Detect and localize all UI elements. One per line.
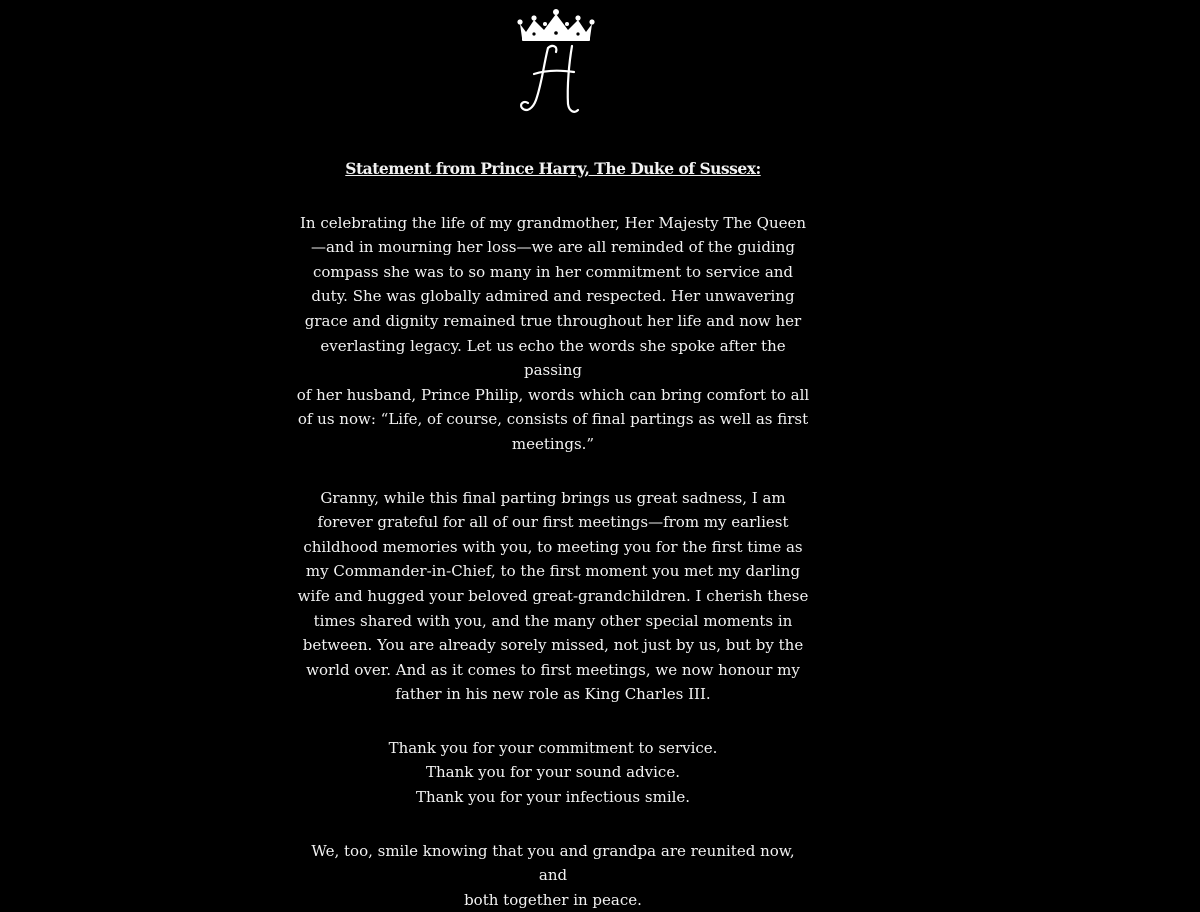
statement-line: We, too, smile knowing that you and grandpa are reunited now, and (311, 841, 795, 885)
statement-line: childhood memories with you, to meeting you for the first time as (303, 537, 803, 556)
statement-line: compass she was to so many in her commitment to service and (312, 262, 794, 281)
statement-line: world over. And as it comes to first meetings, we now honour my (306, 660, 800, 679)
statement-title: Statement from Prince Harry, The Duke of Sussex: (345, 159, 761, 178)
statement-line: between. You are already sorely missed, not just by us, but by the (302, 636, 804, 655)
statement-line: Granny, while this final parting brings us great sadness, I am (320, 488, 786, 507)
statement-line: grace and dignity remained true throughout her life and now her (304, 311, 802, 330)
statement-line: Thank you for your infectious smile. (415, 788, 691, 807)
statement-line: of her husband, Prince Philip, words which can bring comfort to all (296, 385, 810, 404)
statement-paragraph (296, 211, 810, 457)
statement-paragraph (296, 839, 810, 912)
statement-line: father in his new role as King Charles III. (395, 685, 711, 704)
statement-line: Thank you for your commitment to service. (388, 738, 718, 757)
statement-paragraph (296, 736, 810, 810)
statement-line: In celebrating the life of my grandmother, Her Majesty The Queen (299, 213, 807, 232)
statement-line: meetings.” (511, 434, 595, 453)
statement-line: forever grateful for all of our first meetings—from my earliest (317, 513, 789, 532)
statement-line: everlasting legacy. Let us echo the words she spoke after the passing (320, 336, 786, 380)
statement-paragraphs (296, 211, 810, 912)
statement-line: my Commander-in-Chief, to the first moment you met my darling (305, 562, 801, 581)
crowned-h-monogram-icon (512, 8, 600, 118)
statement-paragraph (296, 486, 810, 707)
statement-line: both together in peace. (464, 890, 642, 909)
statement-line: of us now: “Life, of course, consists of final partings as well as first (297, 410, 809, 429)
statement-line: —and in mourning her loss—we are all reminded of the guiding (310, 238, 795, 257)
statement-body (296, 157, 810, 912)
statement-line: times shared with you, and the many other special moments in (313, 611, 793, 630)
statement-line: duty. She was globally admired and respected. Her unwavering (311, 287, 795, 306)
statement-line: wife and hugged your beloved great-grandchildren. I cherish these (297, 586, 809, 605)
statement-line: Thank you for your sound advice. (426, 763, 680, 782)
